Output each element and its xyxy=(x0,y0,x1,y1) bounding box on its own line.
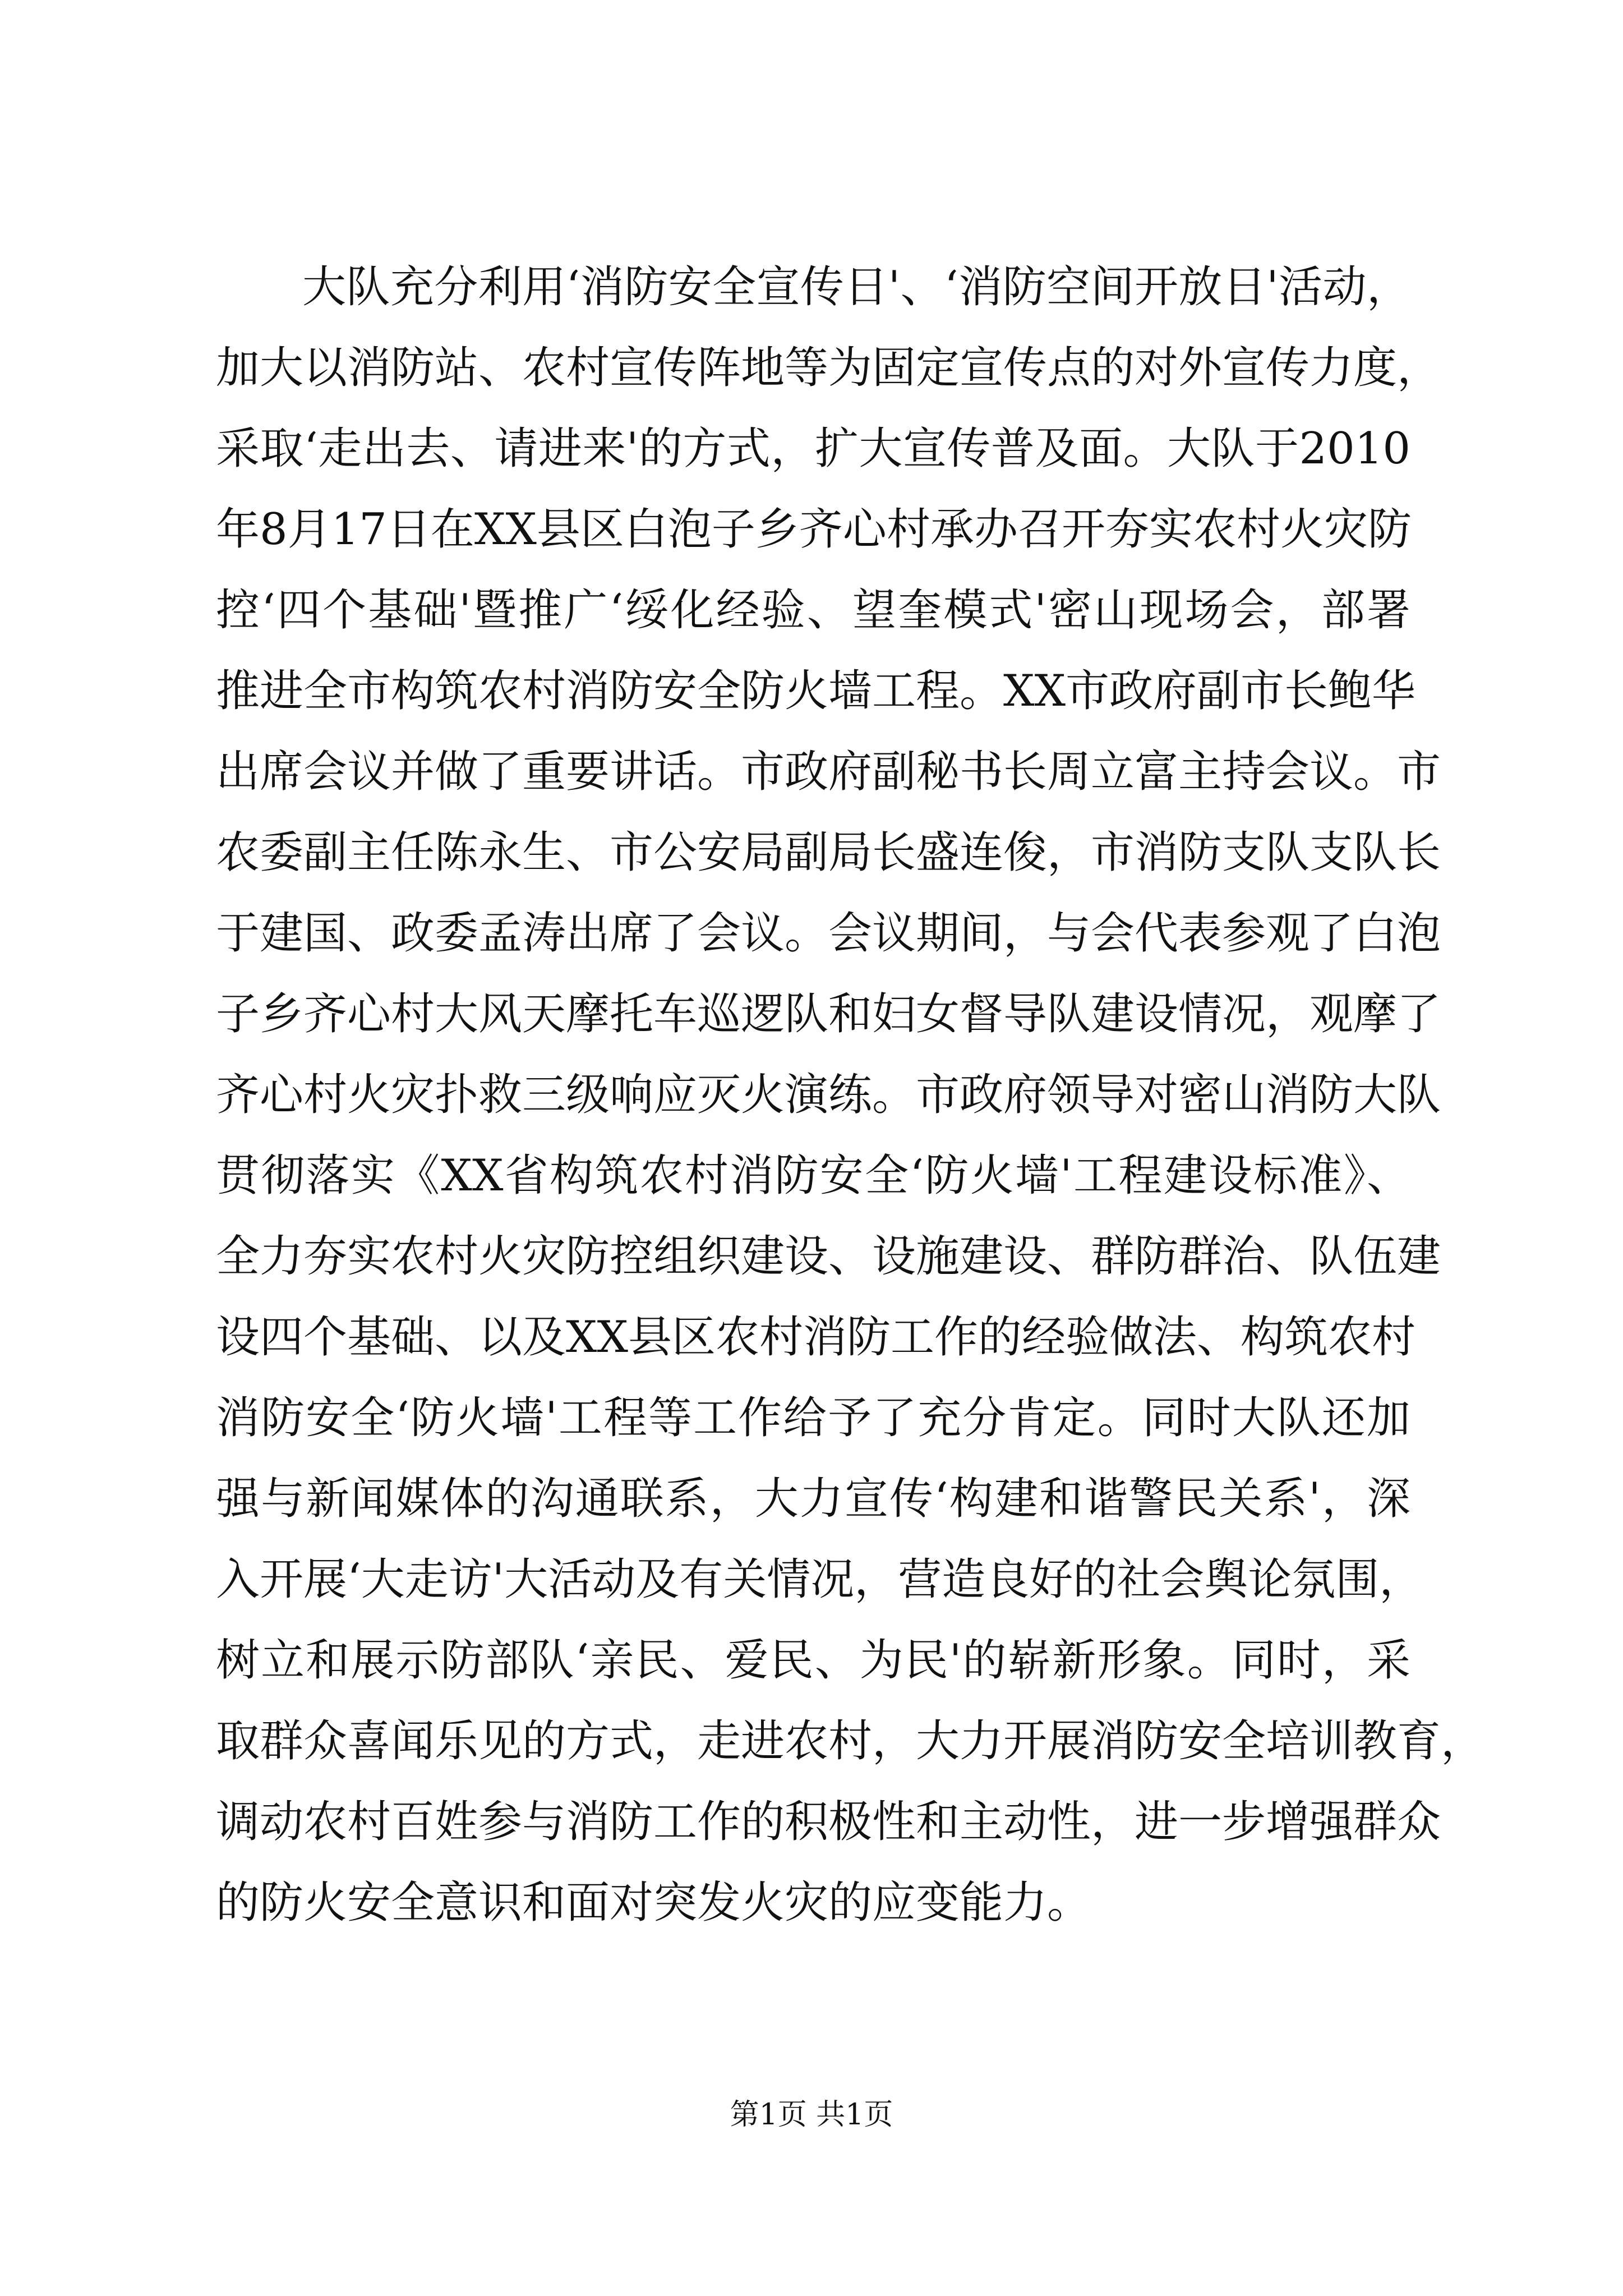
paragraph-line: 采取‘走出去、请进来'的方式，扩大宣传普及面。大队于2010 xyxy=(216,424,1410,474)
paragraph-line: 农委副主任陈永生、市公安局副局长盛连俊，市消防支队支队长 xyxy=(216,827,1441,878)
paragraph-line: 控‘四个基础'暨推广‘绥化经验、望奎模式'密山现场会，部署 xyxy=(216,585,1410,636)
paragraph-line: 子乡齐心村大风天摩托车巡逻队和妇女督导队建设情况，观摩了 xyxy=(216,989,1441,1039)
paragraph-line: 入开展‘大走访'大活动及有关情况，营造良好的社会舆论氛围， xyxy=(216,1554,1423,1605)
paragraph-line: 于建国、政委孟涛出席了会议。会议期间，与会代表参观了白泡 xyxy=(216,908,1441,959)
paragraph-line: 树立和展示防部队‘亲民、爱民、为民'的崭新形象。同时，采 xyxy=(216,1635,1410,1686)
paragraph-line: 出席会议并做了重要讲话。市政府副秘书长周立富主持会议。市 xyxy=(216,747,1441,797)
paragraph-line: 加大以消防站、农村宣传阵地等为固定宣传点的对外宣传力度， xyxy=(216,343,1441,393)
paragraph-line: 消防安全‘防火墙'工程等工作给予了充分肯定。同时大队还加 xyxy=(216,1393,1410,1443)
body-paragraph xyxy=(216,247,1485,1943)
paragraph-line: 大队充分利用‘消防安全宣传日'、‘消防空间开放日'活动， xyxy=(302,262,1410,312)
paragraph-line: 推进全市构筑农村消防安全防火墙工程。XX市政府副市长鲍华 xyxy=(216,666,1416,716)
paragraph-line: 齐心村火灾扑救三级响应灭火演练。市政府领导对密山消防大队 xyxy=(216,1070,1441,1120)
paragraph-line: 强与新闻媒体的沟通联系，大力宣传‘构建和谐警民关系'，深 xyxy=(216,1474,1410,1524)
paragraph-line: 设四个基础、以及XX县区农村消防工作的经验做法、构筑农村 xyxy=(216,1312,1416,1363)
paragraph-line: 全力夯实农村火灾防控组织建设、设施建设、群防群治、队伍建 xyxy=(216,1231,1441,1282)
paragraph-line: 贯彻落实《XX省构筑农村消防安全‘防火墙'工程建设标准》、 xyxy=(216,1151,1410,1201)
paragraph-line: 的防火安全意识和面对突发火灾的应变能力。 xyxy=(216,1878,1091,1928)
paragraph-line: 取群众喜闻乐见的方式，走进农村，大力开展消防安全培训教育， xyxy=(216,1716,1485,1766)
paragraph-line: 调动农村百姓参与消防工作的积极性和主动性，进一步增强群众 xyxy=(216,1797,1441,1847)
page-number-footer: 第1页 共1页 xyxy=(730,2098,893,2132)
paragraph-line: 年8月17日在XX县区白泡子乡齐心村承办召开夯实农村火灾防 xyxy=(216,504,1412,555)
